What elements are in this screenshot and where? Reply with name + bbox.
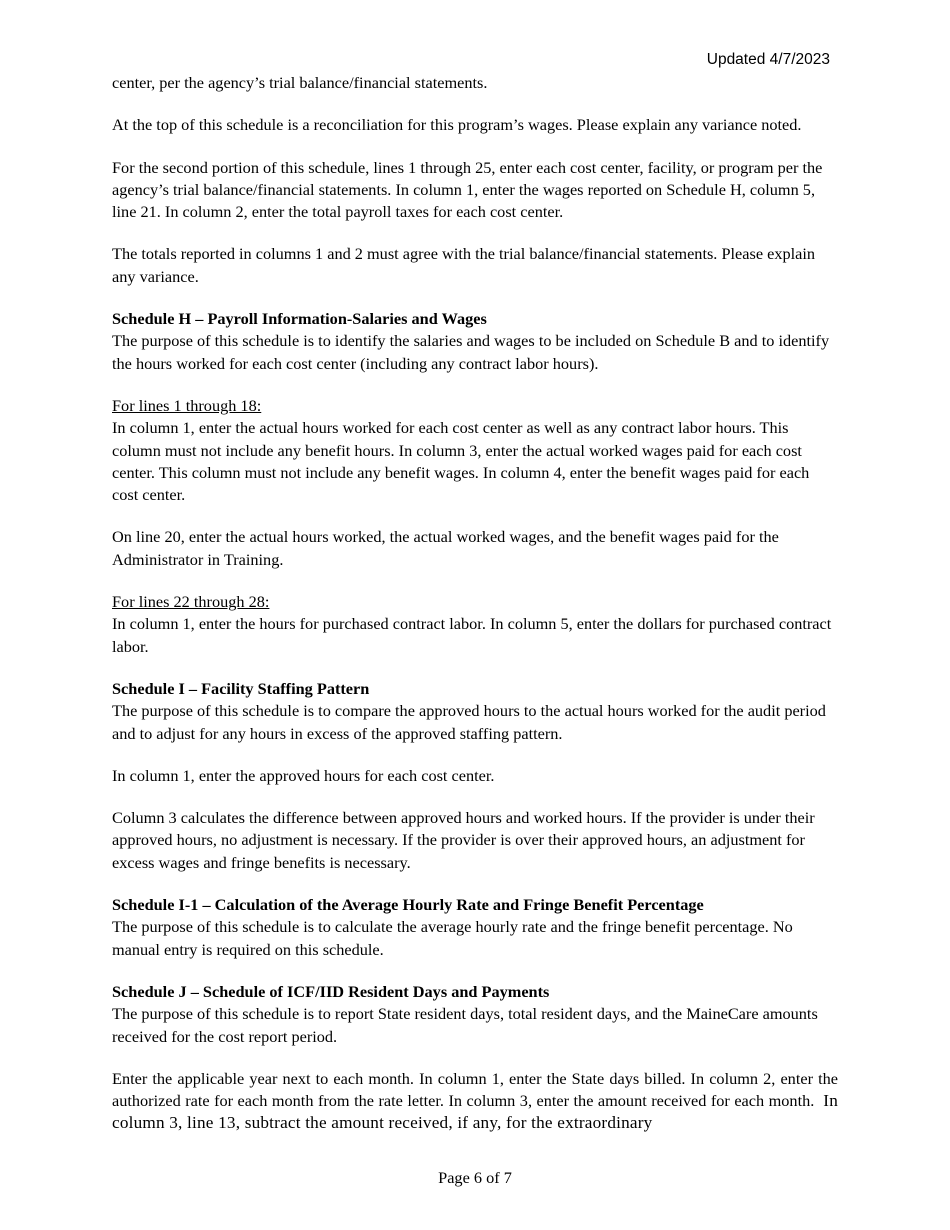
paragraph-second-portion: For the second portion of this schedule, lines 1 through 25, enter each cost center, facility, or program per the agency’s trial balance/financial statements. In column 1, enter the wages reported on Schedule H, column 5, line 21. In column 2, enter the total payroll taxes for each cost center.	[112, 157, 823, 222]
paragraph-totals: The totals reported in columns 1 and 2 must agree with the trial balance/financial statements. Please explain any variance.	[112, 244, 816, 286]
document-body	[112, 72, 838, 1135]
schedule-i-purpose: The purpose of this schedule is to compare the approved hours to the actual hours worked for the audit period and to adjust for any hours in excess of the approved staffing pattern.	[112, 701, 826, 743]
updated-date: Updated 4/7/2023	[706, 51, 830, 68]
page-number: Page 6 of 7	[438, 1168, 512, 1187]
paragraph-continuation: center, per the agency’s trial balance/financial statements.	[112, 73, 488, 92]
schedule-i-column-3: Column 3 calculates the difference between approved hours and worked hours. If the provider is under their approved hours, no adjustment is necessary. If the provider is over their approved hours, an adjustment for excess wages and fringe benefits is necessary.	[112, 808, 815, 872]
schedule-i-heading: Schedule I – Facility Staffing Pattern	[112, 678, 370, 698]
paragraph-reconciliation: At the top of this schedule is a reconciliation for this program’s wages. Please explain any variance noted.	[112, 115, 802, 135]
schedule-h-lines-1-18-text: In column 1, enter the actual hours worked for each cost center as well as any contract labor hours. This column must not include any benefit hours. In column 3, enter the actual worked wages paid for each cost center. This column must not include any benefit wages. In column 4, enter the benefit wages paid for each cost center.	[112, 418, 810, 505]
schedule-i1-heading: Schedule I-1 – Calculation of the Average Hourly Rate and Fringe Benefit Percentage	[112, 895, 704, 915]
schedule-h-heading: Schedule H – Payroll Information-Salaries and Wages	[112, 309, 487, 329]
schedule-h-lines-22-28-label: For lines 22 through 28:	[112, 592, 270, 612]
schedule-j-instructions-text: Enter the applicable year next to each month. In column 1, enter the State days billed. In column 2, enter the authorized rate for each month from the rate letter. In column 3, enter the amount received for each month.	[112, 1068, 838, 1111]
schedule-j-instructions-continued: In column 3, line 13, subtract the amount received, if any, for the extraordinary	[112, 1091, 839, 1133]
schedule-j-instructions	[112, 1068, 838, 1135]
schedule-j-purpose: The purpose of this schedule is to report State resident days, total resident days, and the MaineCare amounts received for the cost report period.	[112, 1004, 818, 1046]
schedule-i-column-1: In column 1, enter the approved hours for each cost center.	[112, 765, 495, 785]
schedule-h-lines-22-28-text: In column 1, enter the hours for purchased contract labor. In column 5, enter the dollars for purchased contract labor.	[112, 614, 832, 656]
schedule-i1-purpose: The purpose of this schedule is to calculate the average hourly rate and the fringe benefit percentage. No manual entry is required on this schedule.	[112, 917, 793, 959]
schedule-h-lines-1-18-label: For lines 1 through 18:	[112, 395, 262, 415]
schedule-h-purpose: The purpose of this schedule is to identify the salaries and wages to be included on Schedule B and to identify the hours worked for each cost center (including any contract labor hours).	[112, 331, 830, 373]
schedule-h-line-20: On line 20, enter the actual hours worked, the actual worked wages, and the benefit wages paid for the Administrator in Training.	[112, 527, 779, 569]
schedule-j-heading: Schedule J – Schedule of ICF/IID Resident Days and Payments	[112, 981, 550, 1001]
